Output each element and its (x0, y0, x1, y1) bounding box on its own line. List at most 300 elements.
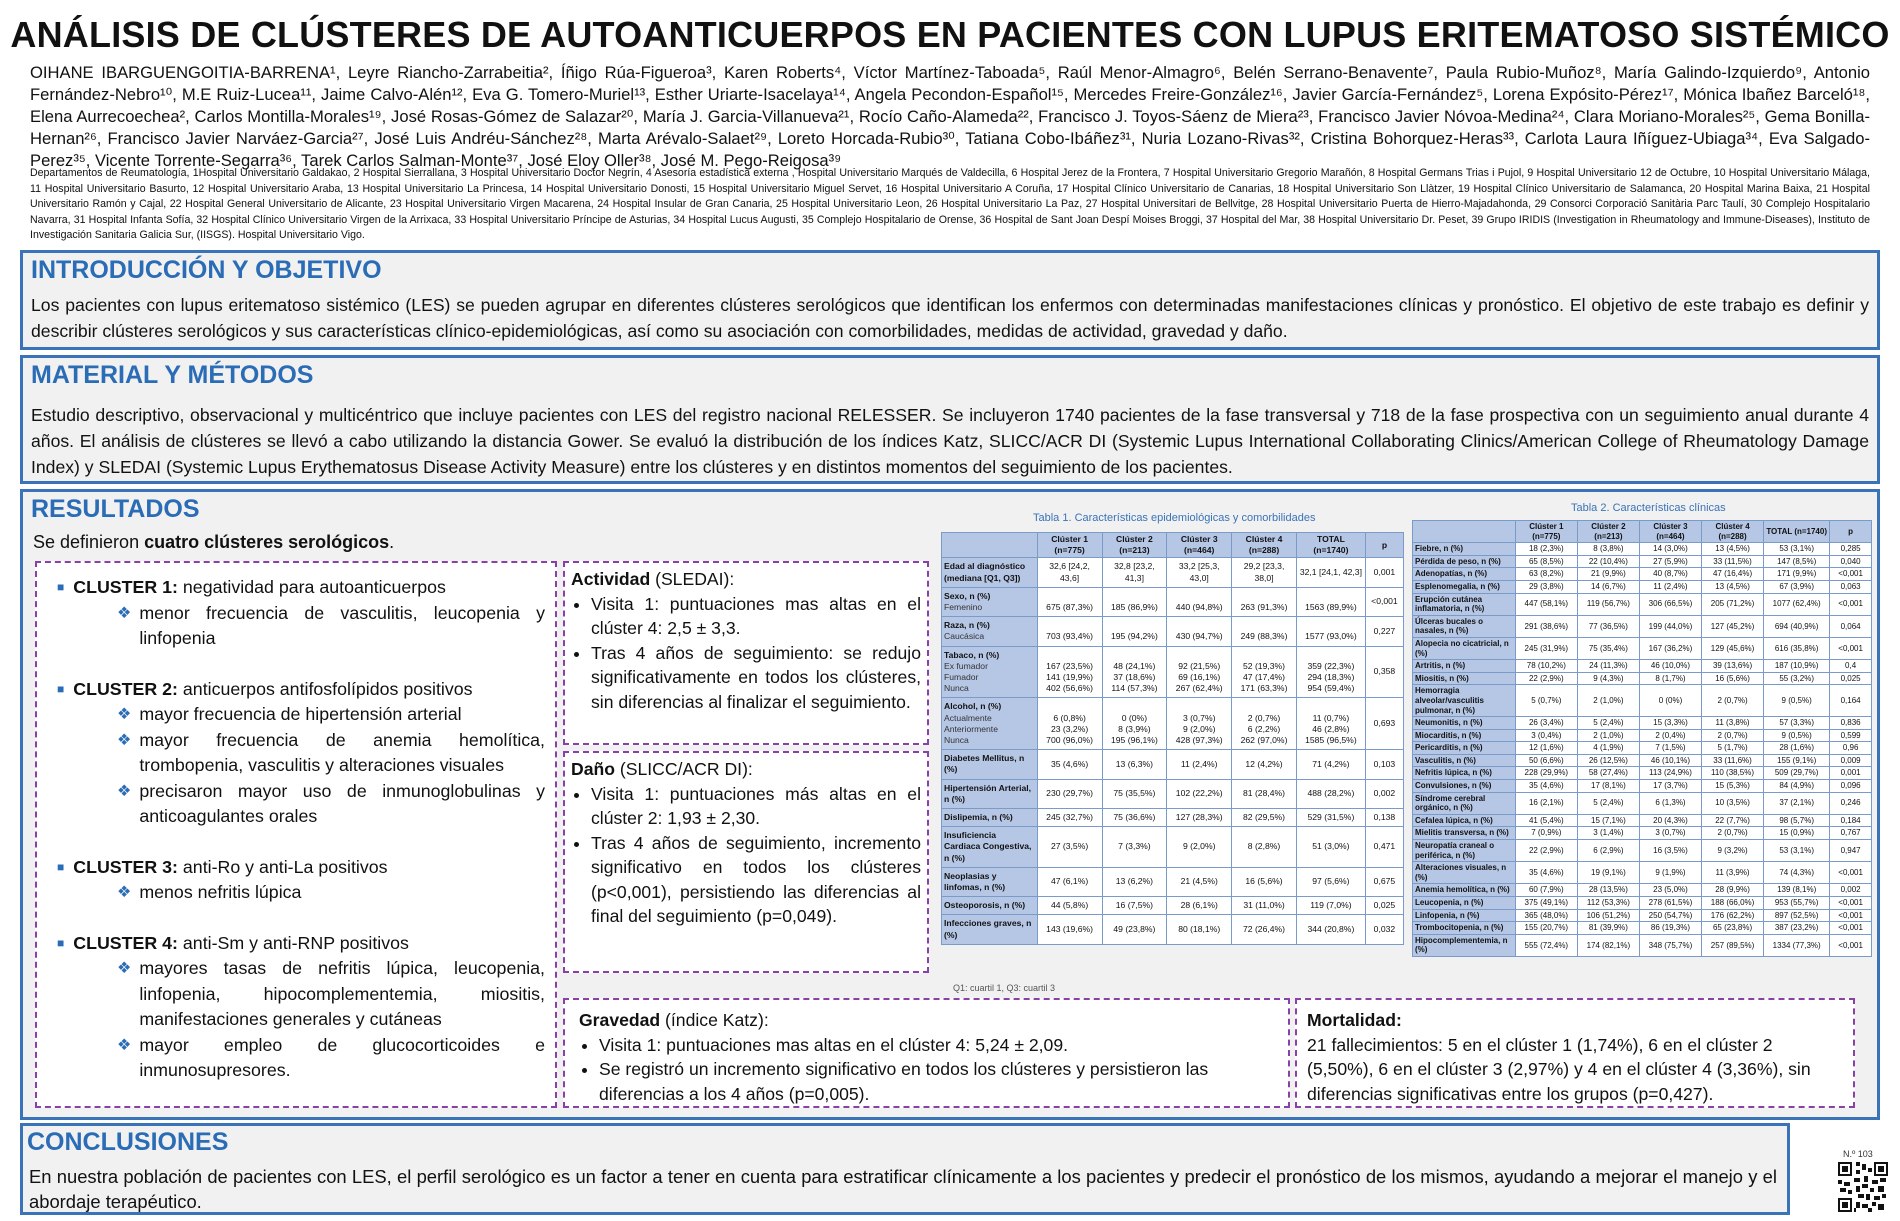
table-cell (1702, 754, 1764, 767)
table-row (1413, 862, 1872, 884)
table-cell (1232, 558, 1297, 587)
table-cell (1764, 827, 1830, 840)
table-cell (1702, 660, 1764, 673)
table-cell (1515, 814, 1577, 827)
severity-box (563, 998, 1290, 1108)
cell-value: 33,2 [25,3, 43,0] (1178, 561, 1220, 583)
table-cell (1037, 750, 1102, 779)
intro-section (20, 250, 1880, 350)
table-cell (1167, 587, 1232, 616)
p-value-cell: 0,096 (1830, 780, 1872, 793)
table-cell (1037, 867, 1102, 896)
table-cell (1167, 750, 1232, 779)
row-label-text: Erupción cutánea inflamatoria, n (%) (1415, 594, 1485, 614)
table-row (1413, 593, 1872, 615)
cell-value: 5 (0,7%) (1531, 695, 1562, 705)
column-header: TOTAL (n=1740) (1764, 521, 1830, 543)
cell-value: 16 (2,1%) (1528, 798, 1564, 808)
cell-value: 188 (66,0%) (1710, 898, 1755, 907)
table-row (942, 750, 1404, 779)
table-cell (1639, 580, 1701, 593)
row-label-text: Pérdida de peso, n (%) (1415, 556, 1501, 566)
table-cell (1702, 840, 1764, 862)
row-label (1413, 637, 1516, 659)
cell-value: 440 (94,8%) (1175, 601, 1223, 612)
cell-value: 9 (3,2%) (1717, 845, 1748, 855)
column-header: Clúster 1 (n=775) (1037, 533, 1102, 558)
cell-value: 77 (36,5%) (1588, 621, 1628, 631)
table-cell (1515, 685, 1577, 717)
methods-text: Estudio descriptivo, observacional y multicéntrico que incluye pacientes con LES del registro nacional RELESSER. Se incluyeron 1740 pacientes de la fase transversal y 718 de la fase prospectiva con un seguimiento anual durante 4 años. El análisis de clústeres se llevó a cabo utilizando la distancia Gower. Se evaluó la distribución de los índices Katz, SLICC/ACR DI (Systemic Lupus International Collaborating Clinics/American College of Rheumatology Damage Index) y SLEDAI (Systemic Lupus Erythematosus Disease Activity Measure) entre los clústeres y en distintos momentos del seguimiento de los pacientes. (31, 405, 1869, 477)
column-header: Clúster 2 (n=213) (1102, 533, 1167, 558)
row-label (942, 646, 1038, 698)
cell-value: 92 (21,5%) 69 (16,1%) 267 (62,4%) (1175, 660, 1223, 694)
table-cell (1702, 580, 1764, 593)
row-label (942, 617, 1038, 646)
p-value-cell: 0,103 (1365, 750, 1403, 779)
row-label (1413, 814, 1516, 827)
table-cell (1764, 909, 1830, 922)
row-label-text: Osteoporosis, n (%) (944, 900, 1026, 911)
cell-value: 616 (35,8%) (1774, 643, 1819, 653)
cell-value: 11 (3,9%) (1715, 868, 1750, 878)
row-label-text: Nefritis lúpica, n (%) (1415, 768, 1492, 778)
table-cell (1515, 840, 1577, 862)
table-cell (1296, 867, 1365, 896)
cell-value: 143 (19,6%) (1046, 924, 1093, 935)
table-row (942, 617, 1404, 646)
table-cell (1764, 884, 1830, 897)
row-label-text: Hemorragia alveolar/vasculitis pulmonar, n (%) (1415, 686, 1484, 715)
table-cell (1639, 717, 1701, 730)
table-cell (1037, 915, 1102, 944)
table-row (1413, 922, 1872, 935)
row-label-text: Úlceras bucales o nasales, n (%) (1415, 616, 1484, 636)
table-cell (1037, 646, 1102, 698)
table-cell (1639, 754, 1701, 767)
damage-box (563, 751, 929, 973)
table-cell (1037, 587, 1102, 616)
table-cell (1764, 742, 1830, 755)
cell-value: 35 (4,6%) (1050, 758, 1089, 769)
cell-value: 46 (10,0%) (1650, 661, 1691, 671)
table-cell (1764, 897, 1830, 910)
cell-value: 245 (31,9%) (1524, 643, 1569, 653)
table-cell (1515, 615, 1577, 637)
p-value-cell: <0,001 (1830, 637, 1872, 659)
row-label-text: Alopecia no cicatricial, n (%) (1415, 638, 1509, 658)
cell-value: 15 (5,3%) (1715, 781, 1750, 791)
row-label-text: Esplenomegalia, n (%) (1415, 581, 1500, 591)
cell-value: 9 (0,5%) (1781, 695, 1812, 705)
cell-value: 8 (2,8%) (1247, 841, 1281, 852)
table-cell (1764, 672, 1830, 685)
table-row (942, 779, 1404, 808)
cell-value: 102 (22,2%) (1175, 788, 1223, 799)
row-label-text: Fiebre, n (%) (1415, 544, 1464, 554)
table-cell (1577, 742, 1639, 755)
cell-value: 176 (62,2%) (1710, 910, 1755, 920)
table-cell (1577, 729, 1639, 742)
table-row (1413, 792, 1872, 814)
table-cell (1702, 543, 1764, 556)
table-row (942, 646, 1404, 698)
table-cell (1296, 558, 1365, 587)
cell-value: 52 (19,3%) 47 (17,4%) 171 (63,3%) (1240, 660, 1288, 694)
column-header (1413, 521, 1516, 543)
conclusions-text: En nuestra población de pacientes con LES, el perfil serológico es un factor a tener en cuenta para estratificar clínicamente a los pacientes y predecir el pronóstico de los mismos, ayudando a mejorar el manejo y el abordaje terapéutico. (29, 1166, 1777, 1212)
cell-value: 2 (0,7%) (1717, 730, 1748, 740)
table-cell (1037, 779, 1102, 808)
cluster-2 (57, 677, 545, 830)
cell-value: 5 (1,7%) (1717, 743, 1748, 753)
table-header-row (942, 533, 1404, 558)
table-cell (1577, 660, 1639, 673)
cell-value: 694 (40,9%) (1774, 621, 1819, 631)
table-cell (1515, 568, 1577, 581)
cell-value: 27 (5,9%) (1653, 556, 1688, 566)
row-label (1413, 754, 1516, 767)
row-label (1413, 767, 1516, 780)
row-label-text: Neumonitis, n (%) (1415, 718, 1483, 728)
row-label-text: Diabetes Mellitus, n (%) (944, 753, 1025, 775)
table-cell (1764, 922, 1830, 935)
table-row (1413, 717, 1872, 730)
table-cell (1639, 922, 1701, 935)
table-row (1413, 615, 1872, 637)
cell-value: 98 (5,7%) (1779, 815, 1814, 825)
cluster-name: CLUSTER 2: (73, 678, 178, 699)
p-value-cell: 0,227 (1365, 617, 1403, 646)
cell-value: 41 (5,4%) (1528, 815, 1564, 825)
cell-value: 46 (10,1%) (1650, 755, 1691, 765)
table-cell (1639, 884, 1701, 897)
p-value-cell: 0,471 (1365, 827, 1403, 868)
table-cell (1702, 742, 1764, 755)
cell-value: 49 (23,8%) (1113, 924, 1156, 935)
cell-value: 22 (2,9%) (1528, 845, 1564, 855)
table-cell (1296, 897, 1365, 915)
cell-value: 37 (2,1%) (1779, 798, 1814, 808)
cell-value: 97 (5,6%) (1312, 876, 1350, 887)
cell-value: 29 (3,8%) (1528, 581, 1564, 591)
row-label-text: Insuficiencia Cardiaca Congestiva, n (%) (944, 830, 1032, 863)
table-cell (1764, 580, 1830, 593)
cell-value: 555 (72,4%) (1524, 940, 1569, 950)
table-cell (1702, 767, 1764, 780)
cell-value: 127 (28,3%) (1175, 812, 1223, 823)
table-cell (1577, 543, 1639, 556)
p-value-cell: 0,164 (1830, 685, 1872, 717)
cell-value: 63 (8,2%) (1528, 569, 1564, 579)
intro-heading: INTRODUCCIÓN Y OBJETIVO (31, 256, 382, 284)
cell-value: 509 (29,7%) (1774, 768, 1819, 778)
cell-value: 9 (0,5%) (1781, 730, 1812, 740)
table-cell (1639, 555, 1701, 568)
activity-bullet: • Visita 1: puntuaciones mas altas en el clúster 4: 2,5 ± 3,3. (591, 592, 921, 641)
cell-value: 167 (36,2%) (1648, 643, 1693, 653)
table-cell (1577, 862, 1639, 884)
row-label-text: Trombocitopenia, n (%) (1415, 923, 1504, 933)
cell-value: 249 (88,3%) (1240, 631, 1288, 642)
cell-value: 82 (29,5%) (1243, 812, 1286, 823)
cell-value: 31 (11,0%) (1243, 900, 1285, 911)
table-cell (1577, 884, 1639, 897)
cell-value: 84 (4,9%) (1779, 781, 1814, 791)
diamond-bullet-icon: ❖ (117, 960, 132, 977)
row-label (1413, 615, 1516, 637)
table-cell (1102, 827, 1167, 868)
p-value-cell: <0,001 (1830, 922, 1872, 935)
table-cell (1037, 698, 1102, 750)
cell-value: 19 (9,1%) (1591, 868, 1626, 878)
table-cell (1577, 767, 1639, 780)
table-cell (1296, 617, 1365, 646)
row-label (1413, 909, 1516, 922)
cell-value: 155 (9,1%) (1777, 755, 1817, 765)
cell-value: 13 (4,5%) (1715, 581, 1750, 591)
p-value-cell: 0,693 (1365, 698, 1403, 750)
table-cell (1515, 717, 1577, 730)
cell-value: 375 (49,1%) (1524, 898, 1569, 907)
row-label (942, 587, 1038, 616)
table-cell (1764, 754, 1830, 767)
cell-value: 71 (4,2%) (1312, 758, 1350, 769)
cell-value: 147 (8,5%) (1777, 556, 1817, 566)
cluster-desc: negatividad para autoanticuerpos (182, 577, 446, 597)
cell-value: 20 (4,3%) (1653, 815, 1688, 825)
table-cell (1167, 915, 1232, 944)
table-cell (1037, 897, 1102, 915)
table-cell (1296, 587, 1365, 616)
row-label-text: Edad al diagnóstico (mediana [Q1, Q3]) (944, 561, 1026, 583)
activity-box (563, 561, 929, 745)
row-label-text: Alteraciones visuales, n (%) (1415, 863, 1507, 882)
cell-value: 127 (45,2%) (1710, 621, 1755, 631)
p-value-cell: 0,599 (1830, 729, 1872, 742)
p-value-cell: <0,001 (1830, 934, 1872, 956)
table-cell (1639, 767, 1701, 780)
table-row (1413, 685, 1872, 717)
cell-value: 14 (3,0%) (1653, 544, 1688, 554)
table-row (1413, 754, 1872, 767)
table-cell (1102, 698, 1167, 750)
table-cell (1577, 672, 1639, 685)
table-cell (1515, 729, 1577, 742)
row-label-text: Raza, n (%) (944, 620, 990, 631)
table-row (1413, 909, 1872, 922)
p-value-cell: 0,675 (1365, 867, 1403, 896)
diamond-bullet-icon: ❖ (117, 782, 132, 800)
row-label-text: Anemia hemolítica, n (%) (1415, 885, 1510, 895)
column-header: Clúster 4 (n=288) (1232, 533, 1297, 558)
table-row (942, 587, 1404, 616)
cell-value: 199 (44,0%) (1648, 621, 1693, 631)
cell-value: 11 (2,4%) (1653, 581, 1688, 591)
column-header: Clúster 3 (n=464) (1639, 521, 1701, 543)
damage-title-rest: (SLICC/ACR DI): (614, 759, 753, 779)
table1-footnote: Q1: cuartil 1, Q3: cuartil 3 (953, 983, 1056, 993)
qr-code-icon (1838, 1162, 1888, 1212)
cell-value: 245 (32,7%) (1046, 812, 1093, 823)
table-cell (1702, 593, 1764, 615)
table-cell (1102, 750, 1167, 779)
table-cell (1167, 617, 1232, 646)
column-header: Clúster 2 (n=213) (1577, 521, 1639, 543)
row-label (1413, 717, 1516, 730)
cell-value: 15 (3,3%) (1653, 718, 1688, 728)
row-label-text: Miositis, n (%) (1415, 673, 1469, 683)
row-sublabel: Caucásica (944, 631, 985, 642)
table-cell (1102, 897, 1167, 915)
cell-value: 23 (5,0%) (1653, 885, 1688, 895)
severity-title (579, 1008, 1278, 1033)
table-row (1413, 568, 1872, 581)
row-label (942, 779, 1038, 808)
row-label (1413, 780, 1516, 793)
table-cell (1232, 779, 1297, 808)
row-label-text: Pericarditis, n (%) (1415, 743, 1483, 753)
cell-value: 2 (1,0%) (1593, 695, 1624, 705)
table-cell (1515, 897, 1577, 910)
table-cell (1232, 617, 1297, 646)
table-cell (1577, 934, 1639, 956)
table-cell (1167, 867, 1232, 896)
conclusions-heading: CONCLUSIONES (27, 1128, 229, 1156)
table-cell (1702, 555, 1764, 568)
row-label (1413, 840, 1516, 862)
table-row (942, 867, 1404, 896)
cell-value: 174 (82,1%) (1586, 940, 1631, 950)
table-cell (1296, 827, 1365, 868)
table-cell (1577, 717, 1639, 730)
row-label (1413, 922, 1516, 935)
p-value-cell: 0,285 (1830, 543, 1872, 556)
table-cell (1232, 867, 1297, 896)
table-cell (1639, 615, 1701, 637)
cluster-item: precisaron mayor uso de inmunoglobulinas y anticoagulantes orales (139, 780, 545, 826)
table-cell (1639, 814, 1701, 827)
row-label (1413, 934, 1516, 956)
cell-value: 29,2 [23,3, 38,0] (1243, 561, 1285, 583)
severity-bullet: • Visita 1: puntuaciones mas altas en el clúster 4: 5,24 ± 2,09. (599, 1033, 1278, 1058)
cell-value: 33 (11,5%) (1713, 556, 1752, 566)
table-cell (1232, 915, 1297, 944)
results-heading: RESULTADOS (31, 495, 200, 523)
cell-value: 44 (5,8%) (1050, 900, 1089, 911)
table-row (942, 558, 1404, 587)
cluster-4 (57, 931, 545, 1084)
cell-value: 6 (2,9%) (1593, 845, 1624, 855)
cell-value: 129 (45,6%) (1710, 643, 1755, 653)
cell-value: 110 (38,5%) (1711, 768, 1755, 778)
cell-value: 171 (9,9%) (1777, 569, 1817, 579)
table-cell (1102, 587, 1167, 616)
cell-value: 119 (56,7%) (1586, 599, 1630, 609)
cell-value: 47 (6,1%) (1050, 876, 1089, 887)
table-cell (1639, 827, 1701, 840)
table-cell (1515, 909, 1577, 922)
table-cell (1577, 792, 1639, 814)
cell-value: 75 (35,4%) (1588, 643, 1628, 653)
table-cell (1167, 809, 1232, 827)
row-label (1413, 897, 1516, 910)
author-list: OIHANE IBARGUENGOITIA-BARRENA¹, Leyre Riancho-Zarrabeitia², Íñigo Rúa-Figueroa³, Karen Roberts⁴, Víctor Martínez-Taboada⁵, Raúl Menor-Almagro⁶, Belén Serrano-Benavente⁷, Paula Rubio-Muñoz⁸, María Galindo-Izquierdo⁹, Antonio Fernández-Nebro¹⁰, M.E Ruiz-Lucea¹¹, Jaime Calvo-Alén¹², Eva G. Tomero-Muriel¹³, Esther Uriarte-Isacelaya¹⁴, Angela Pecondon-Español¹⁵, Mercedes Freire-González¹⁶, Javier García-Fernández⁵, Lorena Expósito-Pérez¹⁷, Mónica Ibañez Barceló¹⁸, Elena Aurrecoechea², Carlos Montilla-Morales¹⁹, José Rosas-Gómez de Salazar²⁰, María J. Garcia-Villanueva²¹, Rocío Caño-Alameda²², Francisco J. Toyos-Sáenz de Miera²³, Francisco Javier Nóvoa-Medina²⁴, Clara Moriano-Morales²⁵, Gema Bonilla-Hernan²⁶, Francisco Javier Narváez-Garcia²⁷, José Luis Andréu-Sánchez²⁸, Marta Arévalo-Salaet²⁹, Loreto Horcada-Rubio³⁰, Tatiana Cobo-Ibáñez³¹, Nuria Lozano-Rivas³², Cristina Bohorquez-Heras³³, Carlota Laura Iñíguez-Ubiaga³⁴, Eva Salgado-Perez³⁵, Vicente Torrente-Segarra³⁶, Tarek Carlos Salman-Monte³⁷, José Eloy Oller³⁸, José M. Pego-Reigosa³⁹ (30, 63, 1870, 170)
table-row (1413, 934, 1872, 956)
cell-value: 22 (7,7%) (1715, 815, 1750, 825)
table-cell (1515, 767, 1577, 780)
severity-bullet: • Se registró un incremento significativo en todos los clústeres y persistieron las diferencias a los 4 años (p=0,005). (599, 1057, 1278, 1106)
cell-value: 32,8 [23,2, 41,3] (1114, 561, 1155, 583)
table-cell (1639, 568, 1701, 581)
cell-value: 6 (0,8%) 23 (3,2%) 700 (96,0%) (1046, 712, 1093, 745)
table-row (942, 698, 1404, 750)
table-cell (1102, 867, 1167, 896)
row-sublabel: Actualmente Anteriormente Nunca (944, 712, 998, 746)
column-header: Clúster 3 (n=464) (1167, 533, 1232, 558)
table-cell (1577, 909, 1639, 922)
cell-value: 675 (87,3%) (1046, 601, 1093, 612)
cell-value: 12 (1,6%) (1528, 743, 1564, 753)
cell-value: 1563 (89,9%) (1305, 601, 1357, 612)
results-intro-pre: Se definieron (33, 532, 145, 552)
table-cell (1764, 729, 1830, 742)
table-row (1413, 827, 1872, 840)
row-label-text: Tabaco, n (%) (944, 649, 1000, 660)
p-value-cell: <0,001 (1830, 593, 1872, 615)
cell-value: 3 (0,7%) 9 (2,0%) 428 (97,3%) (1175, 712, 1223, 745)
cluster-desc: anti-Ro y anti-La positivos (182, 856, 388, 877)
table-cell (1577, 637, 1639, 659)
cell-value: 17 (8,1%) (1591, 781, 1626, 791)
row-label-text: Convulsiones, n (%) (1415, 781, 1492, 791)
p-value-cell: 0,002 (1365, 779, 1403, 808)
table-row (1413, 814, 1872, 827)
p-value-cell: 0,4 (1830, 660, 1872, 673)
cell-value: 33 (11,6%) (1713, 755, 1752, 765)
diamond-bullet-icon: ❖ (117, 706, 132, 723)
cell-value: 291 (38,6%) (1524, 621, 1569, 631)
cell-value: 278 (61,5%) (1648, 898, 1693, 907)
diamond-bullet-icon: ❖ (117, 731, 132, 749)
table-cell (1702, 814, 1764, 827)
row-label-text: Neoplasias y linfomas, n (%) (944, 870, 1006, 893)
table-cell (1702, 862, 1764, 884)
row-sublabel: Femenino (944, 602, 983, 613)
row-label-text: Síndrome cerebral orgánico, n (%) (1415, 793, 1486, 813)
cell-value: 53 (3,1%) (1779, 544, 1814, 554)
table-row (942, 915, 1404, 944)
table-cell (1639, 637, 1701, 659)
column-header: Clúster 1 (n=775) (1515, 521, 1577, 543)
cell-value: 28 (9,9%) (1715, 885, 1750, 895)
table1-caption: Tabla 1. Características epidemiológicas y comorbilidades (1033, 512, 1316, 524)
table-cell (1515, 660, 1577, 673)
table-cell (1639, 862, 1701, 884)
results-section (20, 489, 1880, 1120)
table1 (941, 532, 1404, 945)
cell-value: 11 (3,8%) (1715, 718, 1750, 728)
table-cell (1515, 754, 1577, 767)
table-cell (1515, 780, 1577, 793)
table-cell (1702, 922, 1764, 935)
row-label (1413, 543, 1516, 556)
cell-value: 50 (6,6%) (1528, 755, 1564, 765)
cell-value: 155 (20,7%) (1524, 923, 1569, 933)
cell-value: 250 (54,7%) (1648, 910, 1693, 920)
row-label (1413, 593, 1516, 615)
p-value-cell: <0,001 (1830, 897, 1872, 910)
